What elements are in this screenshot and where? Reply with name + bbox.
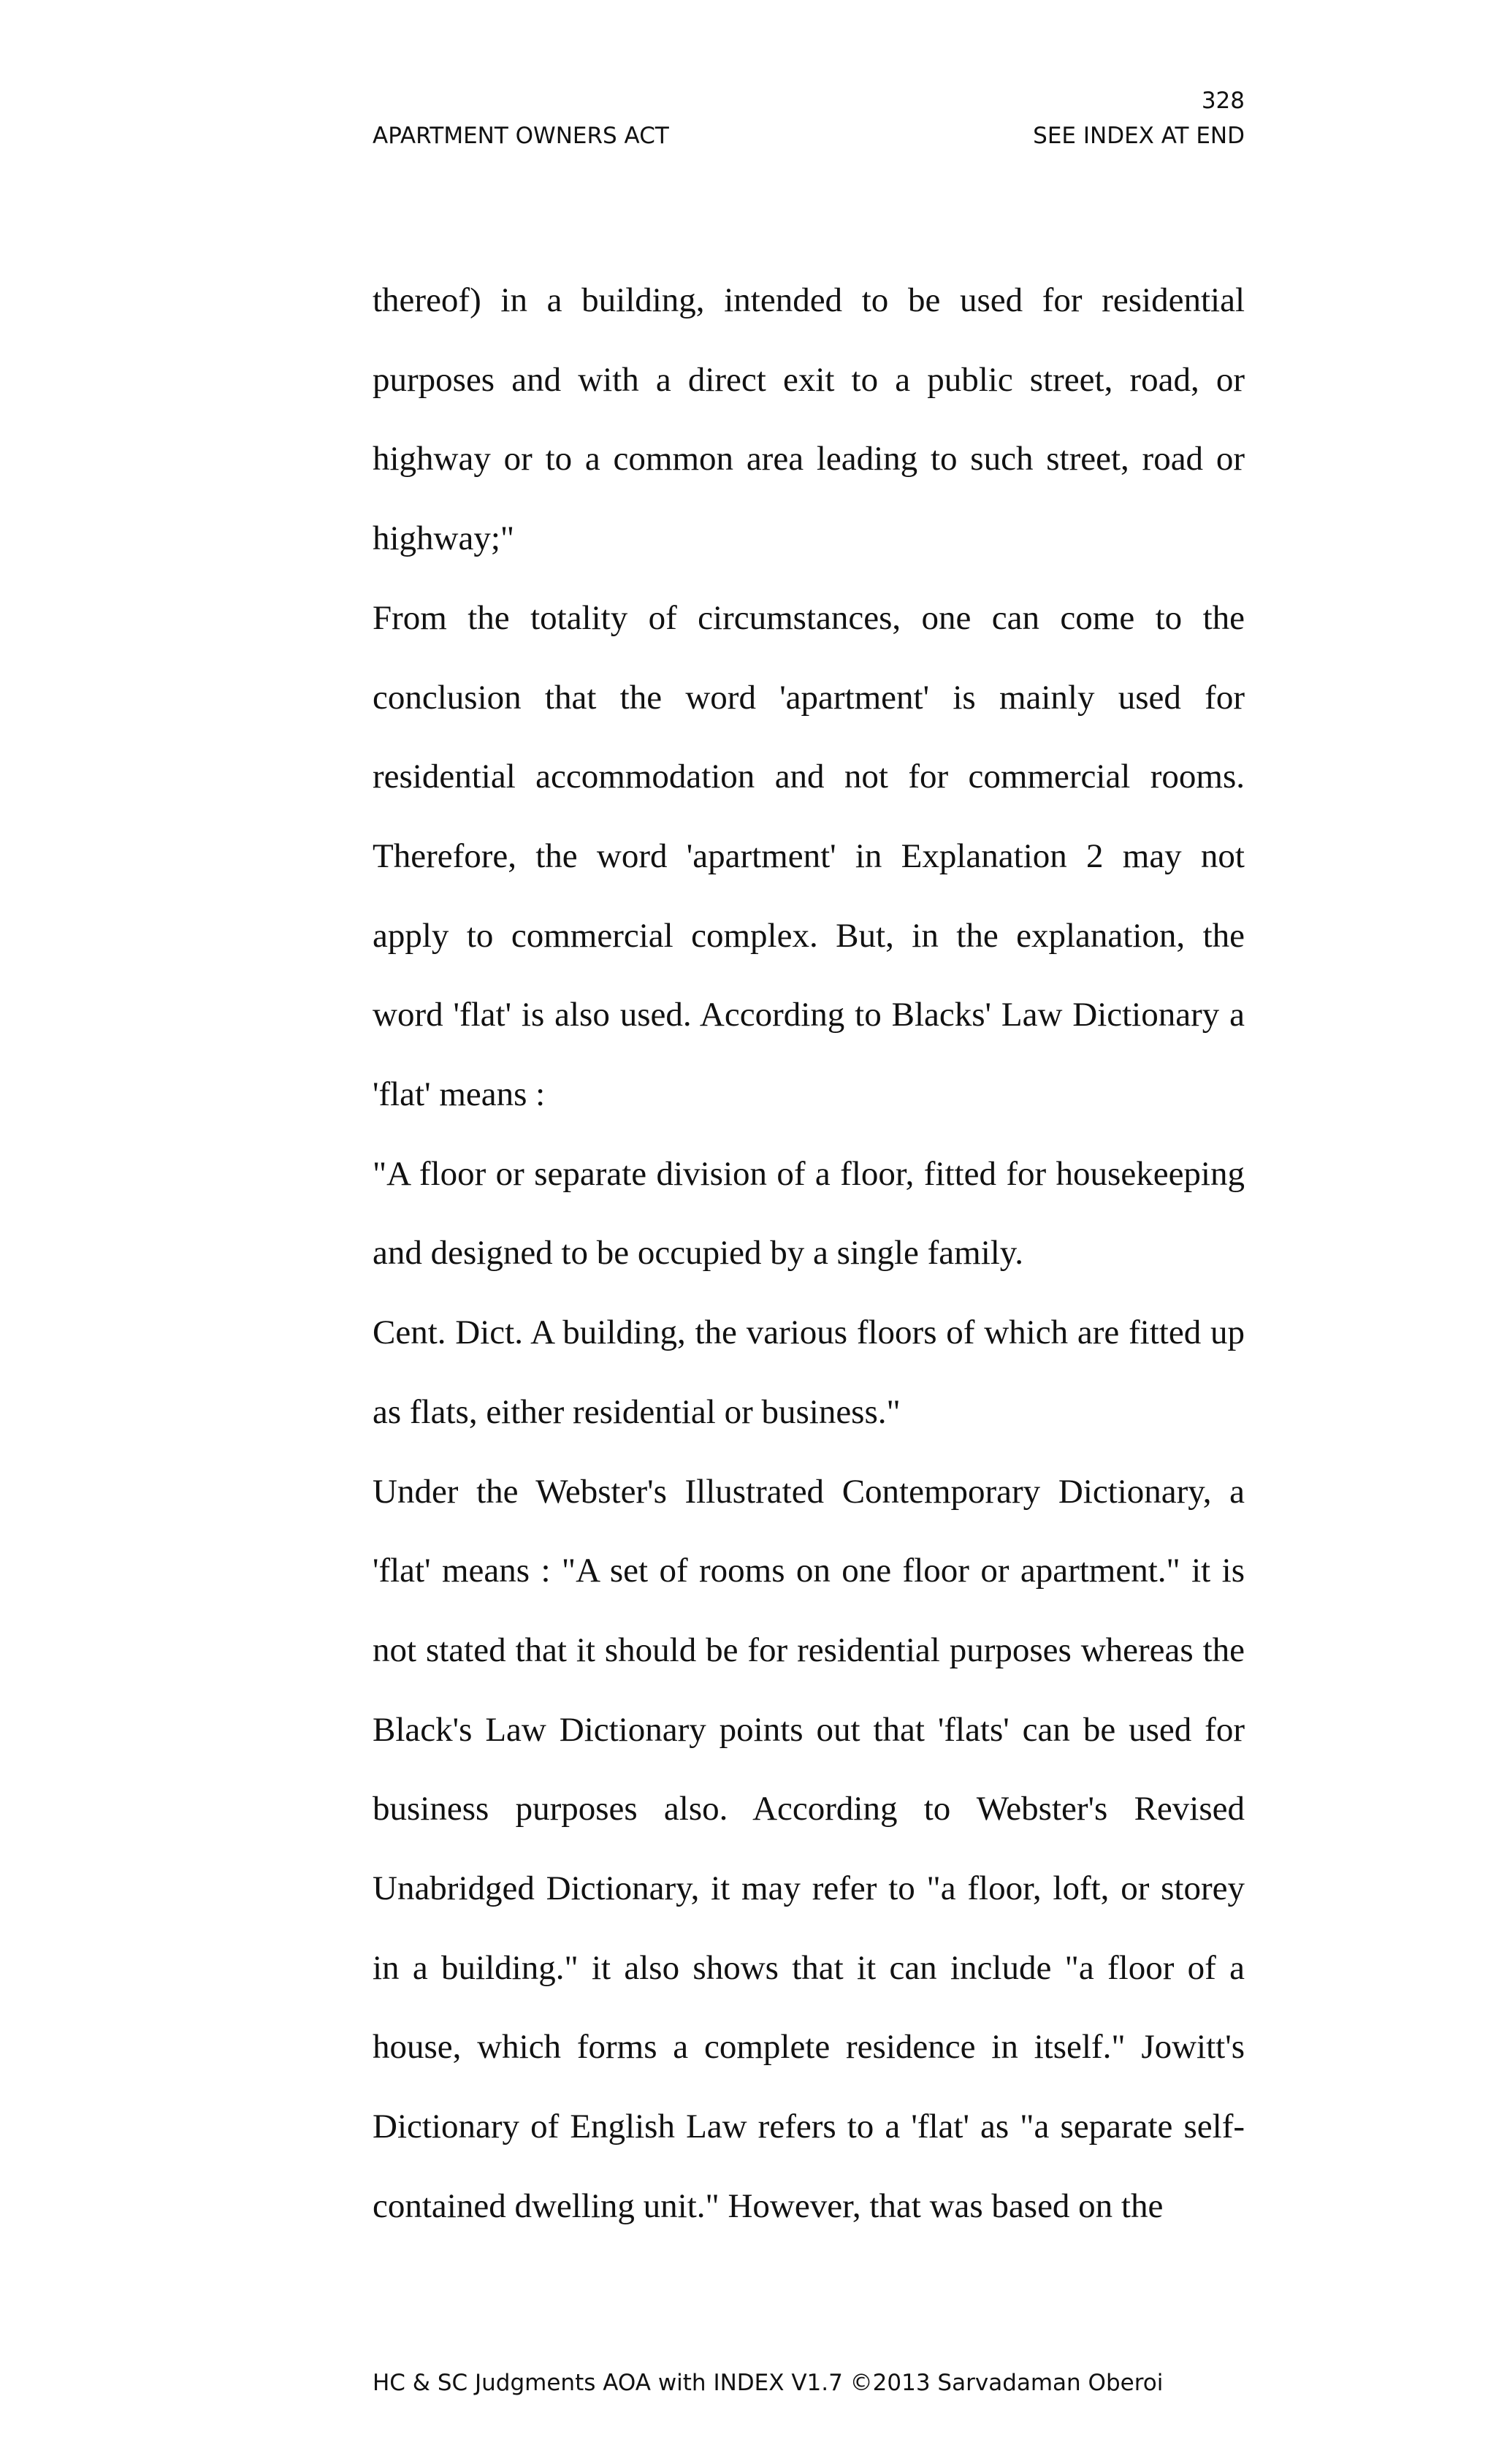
paragraph-quote-continuation: thereof) in a building, intended to be used for residential purposes and with a direct exit to a public street, road, or highway or to a common area leading to such street, road or highway;" [373,281,1245,558]
paragraph-apartment-conclusion: From the totality of circumstances, one can come to the conclusion that the word 'apartment' is mainly used for residential accommodation and not for commercial rooms. Therefore, the word 'apartment' in Explanation 2 may not apply to commercial complex. But, in the explanation, the word 'flat' is also used. According to Blacks' Law Dictionary a 'flat' means : [373,598,1245,1114]
paragraph-webster-definition: Under the Webster's Illustrated Contemporary Dictionary, a 'flat' means : "A set of rooms on one floor or apartment." it is not stated that it should be for residential purposes whereas the Black's Law Dictionary points out that 'flats' can be used for business purposes also. According to Webster's Revised Unabridged Dictionary, it may refer to "a floor, loft, or storey in a building." it also shows that it can include "a floor of a house, which forms a complete residence in itself." Jowitt's Dictionary of English Law refers to a 'flat' as "a separate self-contained dwelling unit." However, that was based on the [373,1472,1245,2225]
header-left-title: APARTMENT OWNERS ACT [373,123,669,149]
header-right-title: SEE INDEX AT END [1033,123,1245,149]
page-number: 328 [1201,88,1245,114]
paragraph-cent-dict: Cent. Dict. A building, the various floors of which are fitted up as flats, either residential or business." [373,1313,1245,1431]
body-text [373,261,1245,2246]
paragraph-blacks-definition: "A floor or separate division of a floor, fitted for housekeeping and designed to be occupied by a single family. [373,1154,1245,1273]
page-footer: HC & SC Judgments AOA with INDEX V1.7 ©2013 Sarvadaman Oberoi [373,2370,1164,2396]
running-header [373,121,1245,150]
